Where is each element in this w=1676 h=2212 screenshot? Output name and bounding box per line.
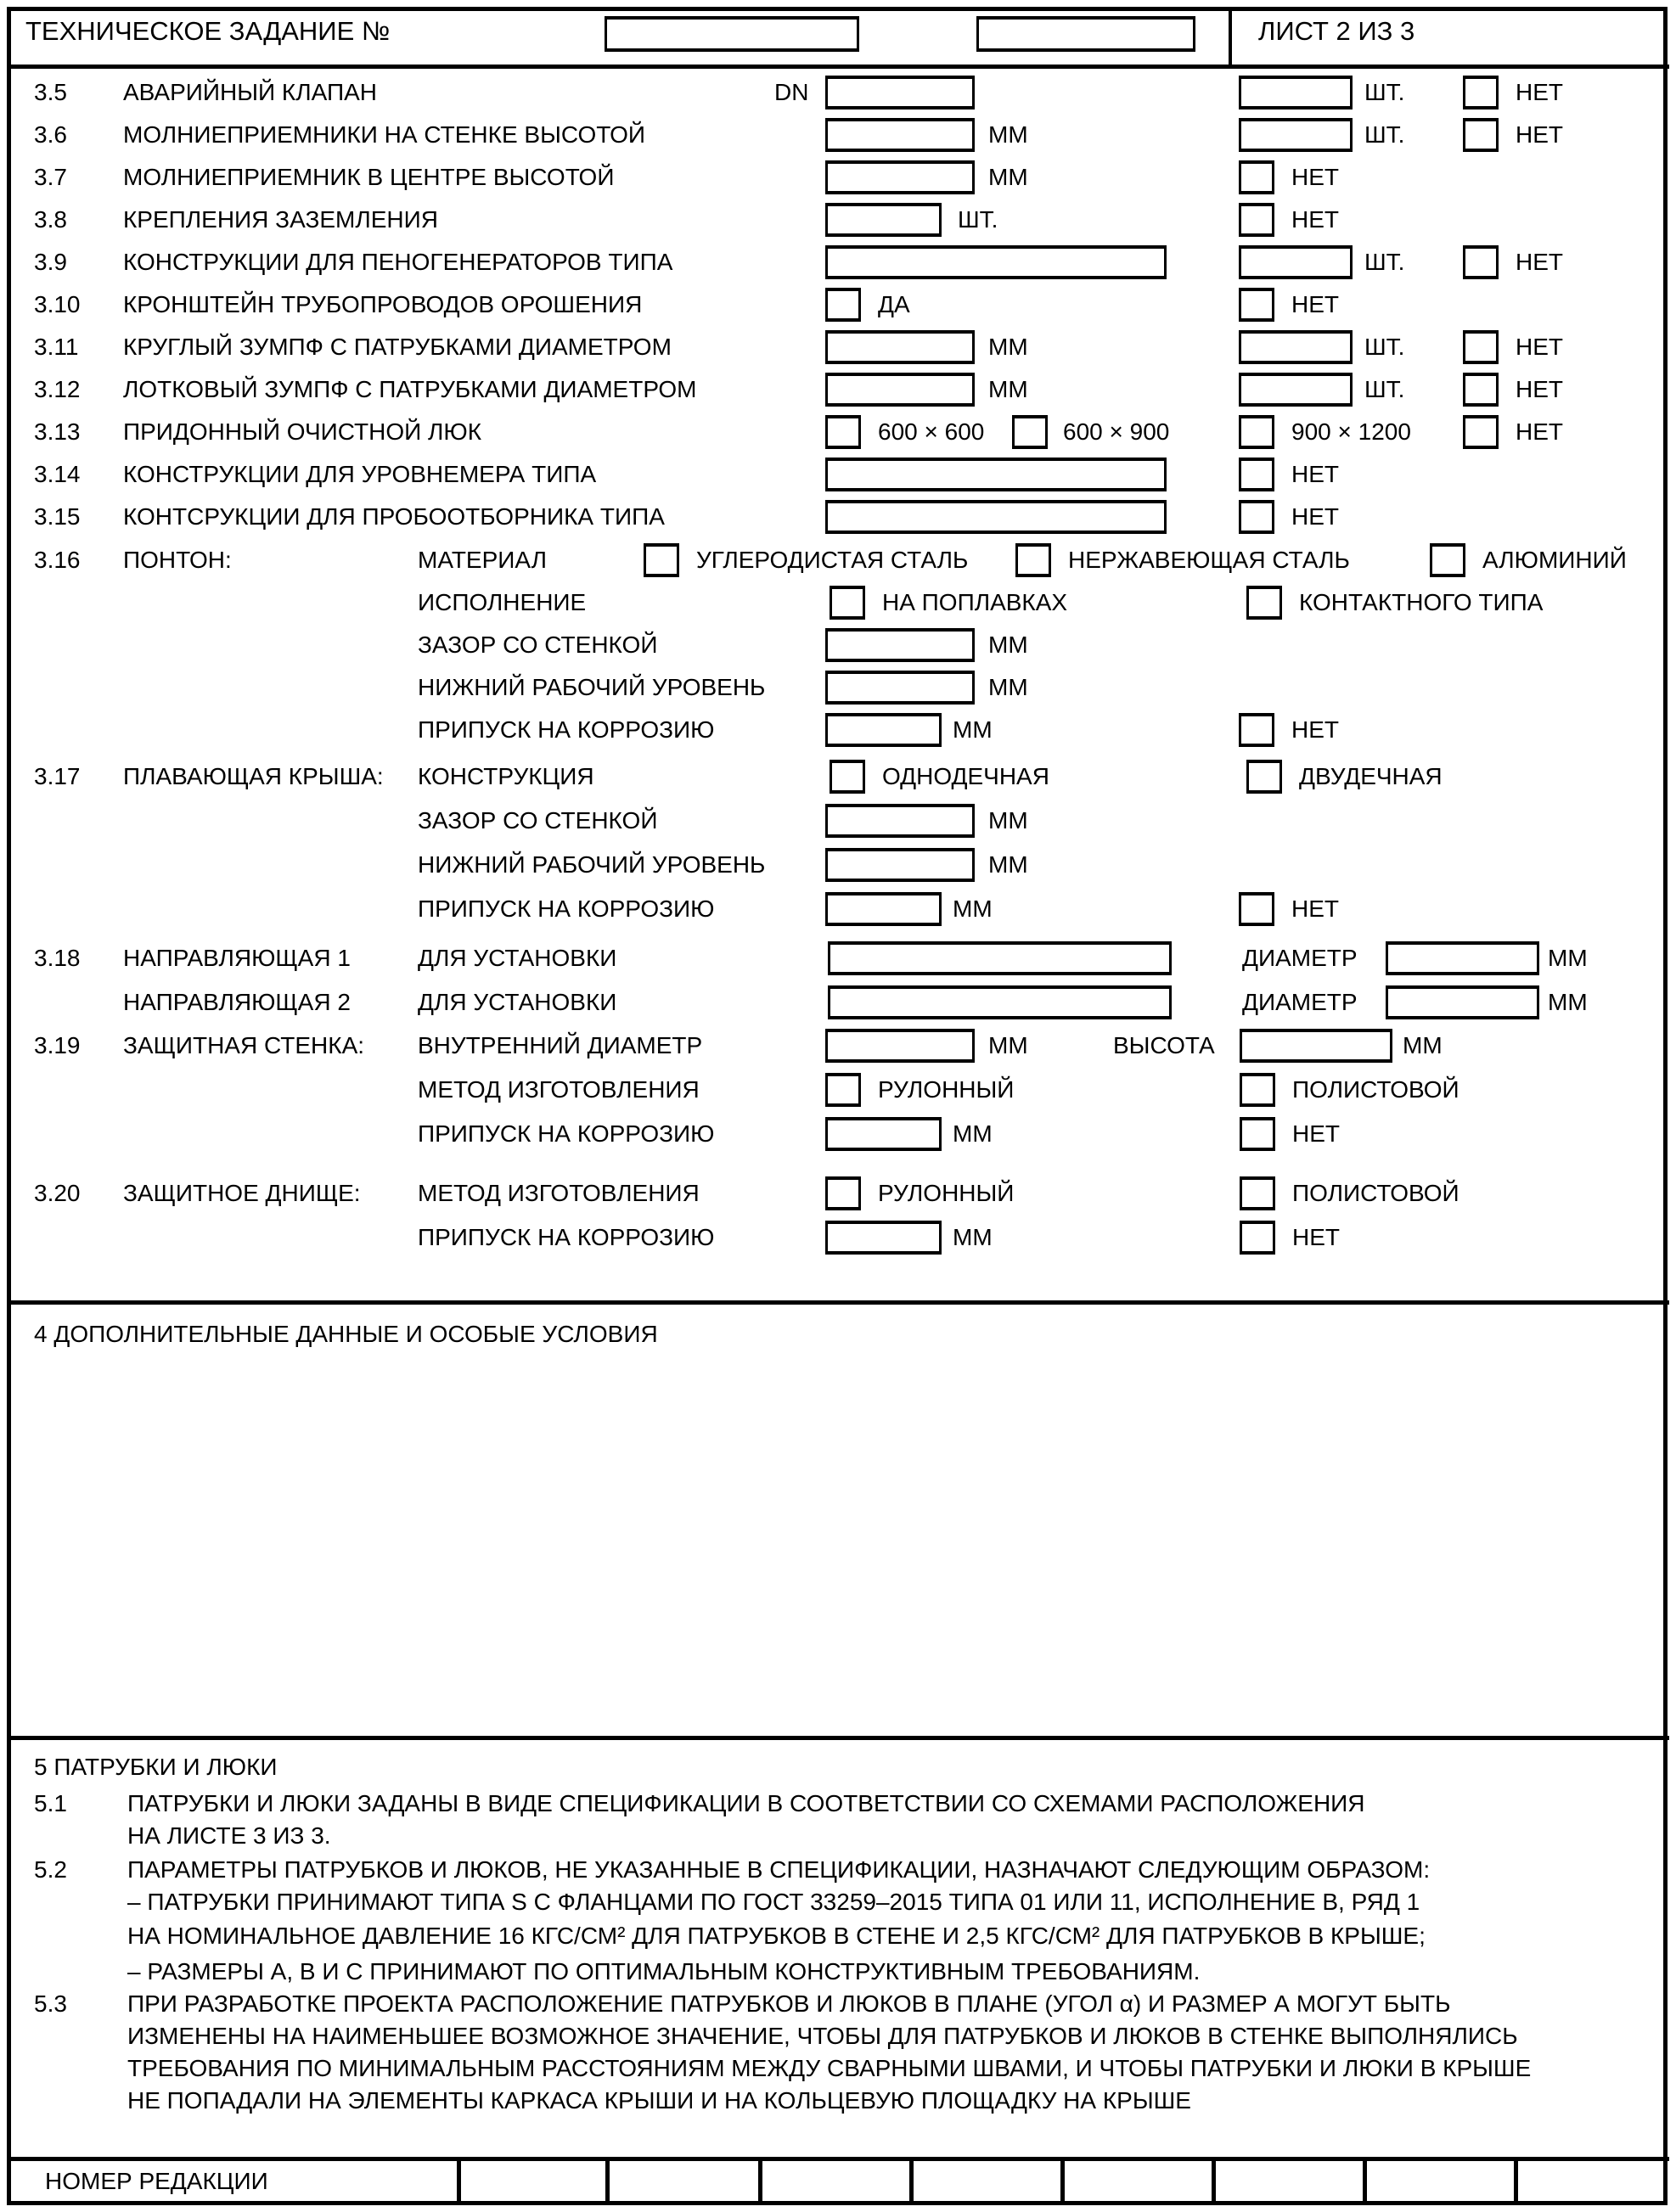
row-number: 3.13	[34, 418, 81, 445]
row-number: 3.18	[34, 945, 81, 971]
r311-qty-input[interactable]	[1239, 330, 1353, 364]
row-number: 3.19	[34, 1032, 81, 1058]
r316-execution-floats-checkbox[interactable]	[830, 586, 865, 620]
r39-no-checkbox[interactable]	[1463, 245, 1499, 279]
method-option-label: ПОЛИСТОВОЙ	[1292, 1180, 1459, 1206]
revision-cell-5[interactable]	[1060, 2161, 1212, 2201]
r312-diameter-input[interactable]	[825, 373, 975, 407]
r319-corrosion-input[interactable]	[825, 1117, 942, 1151]
form-title: ТЕХНИЧЕСКОЕ ЗАДАНИЕ №	[25, 16, 391, 46]
gap-label: ЗАЗОР СО СТЕНКОЙ	[418, 807, 658, 834]
no-label: НЕТ	[1516, 334, 1563, 360]
no-label: НЕТ	[1516, 418, 1563, 445]
r312-qty-input[interactable]	[1239, 373, 1353, 407]
diameter-label: ДИАМЕТР	[1242, 945, 1358, 971]
row-number: 3.17	[34, 763, 81, 789]
construction-option-label: ДВУДЕЧНАЯ	[1299, 763, 1443, 789]
r314-type-input[interactable]	[825, 458, 1167, 491]
yes-label: ДА	[878, 291, 910, 317]
mm-unit-label: ММ	[988, 851, 1028, 878]
method-option-label: РУЛОННЫЙ	[878, 1076, 1015, 1103]
no-label: НЕТ	[1291, 716, 1339, 743]
r37-height-input[interactable]	[825, 160, 975, 194]
section4-divider	[7, 1300, 1669, 1305]
guide2-label: НАПРАВЛЯЮЩАЯ 2	[123, 989, 351, 1015]
r320-corrosion-input[interactable]	[825, 1221, 942, 1255]
mm-unit-label: ММ	[988, 1032, 1028, 1058]
section4-notes-area[interactable]	[11, 1358, 1665, 1732]
row-label: КРОНШТЕЙН ТРУБОПРОВОДОВ ОРОШЕНИЯ	[123, 291, 643, 317]
r319-inner-diameter-input[interactable]	[825, 1029, 975, 1063]
size3-label: 900 × 1200	[1291, 418, 1411, 445]
r320-corrosion-no-checkbox[interactable]	[1240, 1221, 1275, 1255]
item-5-1-line: ПАТРУБКИ И ЛЮКИ ЗАДАНЫ В ВИДЕ СПЕЦИФИКАЦИИ В СООТВЕТСТВИИ СО СХЕМАМИ РАСПОЛОЖЕНИЯ	[127, 1790, 1365, 1816]
mm-unit-label: ММ	[988, 376, 1028, 402]
row-label: ЗАЩИТНОЕ ДНИЩЕ:	[123, 1180, 361, 1206]
header-bottom-line	[7, 65, 1669, 69]
r316-gap-input[interactable]	[825, 628, 975, 662]
mm-unit-label: ММ	[988, 121, 1028, 148]
row-label: КОНТСРУКЦИИ ДЛЯ ПРОБООТБОРНИКА ТИПА	[123, 503, 665, 530]
mm-unit-label: ММ	[1403, 1032, 1443, 1058]
item-5-2-line: – РАЗМЕРЫ А, В И С ПРИНИМАЮТ ПО ОПТИМАЛЬНЫМ КОНСТРУКТИВНЫМ ТРЕБОВАНИЯМ.	[127, 1958, 1201, 1985]
row-label: ПРИДОННЫЙ ОЧИСТНОЙ ЛЮК	[123, 418, 482, 445]
mm-unit-label: ММ	[953, 1224, 993, 1250]
sheet-number-label: ЛИСТ 2 ИЗ 3	[1258, 16, 1415, 46]
item-5-3-line: НЕ ПОПАДАЛИ НА ЭЛЕМЕНТЫ КАРКАСА КРЫШИ И НА КОЛЬЦЕВУЮ ПЛОЩАДКУ НА КРЫШЕ	[127, 2087, 1191, 2114]
r38-qty-input[interactable]	[825, 203, 942, 237]
size1-label: 600 × 600	[878, 418, 985, 445]
r310-yes-checkbox[interactable]	[825, 288, 861, 322]
row-3-18-guide1	[0, 941, 1676, 975]
row-3-17-gap	[0, 804, 1676, 838]
mm-unit-label: ММ	[953, 895, 993, 922]
mm-unit-label: ММ	[988, 674, 1028, 700]
row-3-16-level	[0, 671, 1676, 705]
corrosion-label: ПРИПУСК НА КОРРОЗИЮ	[418, 1120, 715, 1147]
corrosion-label: ПРИПУСК НА КОРРОЗИЮ	[418, 1224, 715, 1250]
material-label: МАТЕРИАЛ	[418, 547, 548, 573]
dn-label: DN	[774, 79, 809, 105]
row-number: 3.10	[34, 291, 81, 317]
item-5-1-number: 5.1	[34, 1790, 67, 1816]
level-label: НИЖНИЙ РАБОЧИЙ УРОВЕНЬ	[418, 851, 766, 878]
no-label: НЕТ	[1516, 249, 1563, 275]
row-3-20-corrosion	[0, 1221, 1676, 1255]
item-5-3-line: ТРЕБОВАНИЯ ПО МИНИМАЛЬНЫМ РАССТОЯНИЯМ МЕЖДУ СВАРНЫМИ ШВАМИ, И ЧТОБЫ ПАТРУБКИ И ЛЮКИ В КРЫШЕ	[127, 2055, 1532, 2081]
row-label: КРУГЛЫЙ ЗУМПФ С ПАТРУБКАМИ ДИАМЕТРОМ	[123, 334, 672, 360]
r312-no-checkbox[interactable]	[1463, 373, 1499, 407]
item-5-2-line: – ПАТРУБКИ ПРИНИМАЮТ ТИПА S С ФЛАНЦАМИ ПО ГОСТ 33259–2015 ТИПА 01 ИЛИ 11, ИСПОЛНЕНИЕ В, РЯД 1	[127, 1889, 1420, 1915]
no-label: НЕТ	[1291, 206, 1339, 233]
tz-number-input-1[interactable]	[605, 16, 859, 52]
no-label: НЕТ	[1516, 79, 1563, 105]
r319-height-input[interactable]	[1240, 1029, 1392, 1063]
r311-no-checkbox[interactable]	[1463, 330, 1499, 364]
row-label: ПЛАВАЮЩАЯ КРЫША:	[123, 763, 384, 789]
revision-cell-1[interactable]	[457, 2161, 605, 2201]
r311-diameter-input[interactable]	[825, 330, 975, 364]
item-5-2-line: НА НОМИНАЛЬНОЕ ДАВЛЕНИЕ 16 КГС/СМ² ДЛЯ ПАТРУБКОВ В СТЕНЕ И 2,5 КГС/СМ² ДЛЯ ПАТРУБКОВ В КРЫШЕ;	[127, 1923, 1426, 1949]
revision-number-label: НОМЕР РЕДАКЦИИ	[45, 2168, 268, 2194]
row-number: 3.7	[34, 164, 67, 190]
row-label: КРЕПЛЕНИЯ ЗАЗЕМЛЕНИЯ	[123, 206, 438, 233]
row-3-16-corrosion	[0, 713, 1676, 747]
corrosion-label: ПРИПУСК НА КОРРОЗИЮ	[418, 895, 715, 922]
no-label: НЕТ	[1516, 376, 1563, 402]
mm-unit-label: ММ	[953, 716, 993, 743]
r317-single-deck-checkbox[interactable]	[830, 760, 865, 794]
row-3-20-method	[0, 1176, 1676, 1210]
row-number: 3.20	[34, 1180, 81, 1206]
mm-unit-label: ММ	[1548, 945, 1588, 971]
mm-unit-label: ММ	[988, 632, 1028, 658]
pcs-unit-label: ШТ.	[958, 206, 998, 233]
section5-divider	[7, 1736, 1669, 1740]
tz-number-input-2[interactable]	[976, 16, 1195, 52]
row-3-7	[0, 160, 1676, 194]
pcs-unit-label: ШТ.	[1364, 249, 1405, 275]
mm-unit-label: ММ	[1548, 989, 1588, 1015]
row-3-8	[0, 203, 1676, 237]
r313-size2-checkbox[interactable]	[1012, 415, 1048, 449]
row-number: 3.15	[34, 503, 81, 530]
diameter-label: ДИАМЕТР	[1242, 989, 1358, 1015]
height-label: ВЫСОТА	[1113, 1032, 1215, 1058]
r320-method-sheet-checkbox[interactable]	[1240, 1176, 1275, 1210]
r313-no-checkbox[interactable]	[1463, 415, 1499, 449]
r316-execution-contact-checkbox[interactable]	[1246, 586, 1282, 620]
row-3-18-guide2	[0, 985, 1676, 1019]
revision-cell-2[interactable]	[605, 2161, 758, 2201]
r316-material-stainless-checkbox[interactable]	[1015, 543, 1051, 577]
header-divider	[1229, 8, 1232, 66]
row-label: АВАРИЙНЫЙ КЛАПАН	[123, 79, 378, 105]
revision-cell-8[interactable]	[1514, 2161, 1663, 2201]
method-option-label: РУЛОННЫЙ	[878, 1180, 1015, 1206]
row-label: МОЛНИЕПРИЕМНИКИ НА СТЕНКЕ ВЫСОТОЙ	[123, 121, 646, 148]
item-5-1-line: НА ЛИСТЕ 3 ИЗ 3.	[127, 1822, 331, 1849]
no-label: НЕТ	[1291, 291, 1339, 317]
mm-unit-label: ММ	[988, 334, 1028, 360]
r316-material-aluminium-checkbox[interactable]	[1430, 543, 1465, 577]
material-option-label: УГЛЕРОДИСТАЯ СТАЛЬ	[696, 547, 969, 573]
r318-guide1-install-input[interactable]	[828, 941, 1172, 975]
row-3-19-corrosion	[0, 1117, 1676, 1151]
r318-guide1-diameter-input[interactable]	[1386, 941, 1539, 975]
row-number: 3.11	[34, 334, 79, 360]
item-5-2-number: 5.2	[34, 1856, 67, 1883]
r314-no-checkbox[interactable]	[1239, 458, 1274, 491]
row-number: 3.12	[34, 376, 81, 402]
execution-option-label: НА ПОПЛАВКАХ	[882, 589, 1068, 615]
for-installation-label: ДЛЯ УСТАНОВКИ	[418, 989, 617, 1015]
r35-dn-input[interactable]	[825, 76, 975, 109]
section4-title: 4 ДОПОЛНИТЕЛЬНЫЕ ДАННЫЕ И ОСОБЫЕ УСЛОВИЯ	[34, 1321, 658, 1347]
r313-size1-checkbox[interactable]	[825, 415, 861, 449]
row-label: ЗАЩИТНАЯ СТЕНКА:	[123, 1032, 365, 1058]
revision-cell-4[interactable]	[909, 2161, 1060, 2201]
row-label: ПОНТОН:	[123, 547, 232, 573]
no-label: НЕТ	[1292, 1224, 1340, 1250]
row-label: МОЛНИЕПРИЕМНИК В ЦЕНТРЕ ВЫСОТОЙ	[123, 164, 615, 190]
inner-diameter-label: ВНУТРЕННИЙ ДИАМЕТР	[418, 1032, 703, 1058]
section5-title: 5 ПАТРУБКИ И ЛЮКИ	[34, 1754, 278, 1780]
row-3-17-corrosion	[0, 892, 1676, 926]
item-5-3-number: 5.3	[34, 1990, 67, 2017]
item-5-3-line: ПРИ РАЗРАБОТКЕ ПРОЕКТА РАСПОЛОЖЕНИЕ ПАТРУБКОВ И ЛЮКОВ В ПЛАНЕ (УГОЛ α) И РАЗМЕР А МОГУТ БЫТЬ	[127, 1990, 1451, 2017]
row-label: ЛОТКОВЫЙ ЗУМПФ С ПАТРУБКАМИ ДИАМЕТРОМ	[123, 376, 697, 402]
row-number: 3.8	[34, 206, 67, 233]
method-label: МЕТОД ИЗГОТОВЛЕНИЯ	[418, 1076, 700, 1103]
row-3-19-method	[0, 1073, 1676, 1107]
item-5-2-line: ПАРАМЕТРЫ ПАТРУБКОВ И ЛЮКОВ, НЕ УКАЗАННЫЕ В СПЕЦИФИКАЦИИ, НАЗНАЧАЮТ СЛЕДУЮЩИМ ОБРАЗОМ:	[127, 1856, 1431, 1883]
r37-no-checkbox[interactable]	[1239, 160, 1274, 194]
row-3-19-diameter	[0, 1029, 1676, 1063]
construction-option-label: ОДНОДЕЧНАЯ	[882, 763, 1049, 789]
no-label: НЕТ	[1516, 121, 1563, 148]
row-3-15	[0, 500, 1676, 534]
r317-gap-input[interactable]	[825, 804, 975, 838]
no-label: НЕТ	[1291, 503, 1339, 530]
construction-label: КОНСТРУКЦИЯ	[418, 763, 594, 789]
execution-label: ИСПОЛНЕНИЕ	[418, 589, 587, 615]
r315-no-checkbox[interactable]	[1239, 500, 1274, 534]
r316-level-input[interactable]	[825, 671, 975, 705]
item-5-3-line: ИЗМЕНЕНЫ НА НАИМЕНЬШЕЕ ВОЗМОЖНОЕ ЗНАЧЕНИЕ, ЧТОБЫ ДЛЯ ПАТРУБКОВ И ЛЮКОВ В СТЕНКЕ ВЫПОЛНЯЛИСЬ	[127, 2023, 1518, 2049]
row-3-12	[0, 373, 1676, 407]
row-3-16-execution	[0, 586, 1676, 620]
guide1-label: НАПРАВЛЯЮЩАЯ 1	[123, 945, 351, 971]
r317-level-input[interactable]	[825, 848, 975, 882]
no-label: НЕТ	[1291, 895, 1339, 922]
material-option-label: НЕРЖАВЕЮЩАЯ СТАЛЬ	[1068, 547, 1350, 573]
revision-cell-3[interactable]	[758, 2161, 909, 2201]
pcs-unit-label: ШТ.	[1364, 376, 1405, 402]
no-label: НЕТ	[1291, 461, 1339, 487]
r317-corrosion-input[interactable]	[825, 892, 942, 926]
material-option-label: АЛЮМИНИЙ	[1482, 547, 1627, 573]
r36-qty-input[interactable]	[1239, 118, 1353, 152]
row-3-10	[0, 288, 1676, 322]
row-number: 3.14	[34, 461, 81, 487]
row-3-14	[0, 458, 1676, 491]
r39-type-input[interactable]	[825, 245, 1167, 279]
row-3-11	[0, 330, 1676, 364]
row-3-16-material	[0, 543, 1676, 577]
row-number: 3.5	[34, 79, 67, 105]
r35-no-checkbox[interactable]	[1463, 76, 1499, 109]
row-3-9	[0, 245, 1676, 279]
method-option-label: ПОЛИСТОВОЙ	[1292, 1076, 1459, 1103]
revision-cell-7[interactable]	[1363, 2161, 1514, 2201]
r310-no-checkbox[interactable]	[1239, 288, 1274, 322]
corrosion-label: ПРИПУСК НА КОРРОЗИЮ	[418, 716, 715, 743]
r316-material-carbon-checkbox[interactable]	[644, 543, 679, 577]
row-3-6	[0, 118, 1676, 152]
row-label: КОНСТРУКЦИИ ДЛЯ УРОВНЕМЕРА ТИПА	[123, 461, 597, 487]
size2-label: 600 × 900	[1063, 418, 1170, 445]
row-3-16-gap	[0, 628, 1676, 662]
row-number: 3.16	[34, 547, 81, 573]
r315-type-input[interactable]	[825, 500, 1167, 534]
mm-unit-label: ММ	[988, 807, 1028, 834]
r318-guide2-install-input[interactable]	[828, 985, 1172, 1019]
r35-qty-input[interactable]	[1239, 76, 1353, 109]
r36-height-input[interactable]	[825, 118, 975, 152]
r313-size3-checkbox[interactable]	[1239, 415, 1274, 449]
pcs-unit-label: ШТ.	[1364, 79, 1405, 105]
row-3-17-level	[0, 848, 1676, 882]
row-3-17-construction	[0, 760, 1676, 794]
row-number: 3.9	[34, 249, 67, 275]
mm-unit-label: ММ	[953, 1120, 993, 1147]
row-3-5	[0, 76, 1676, 109]
no-label: НЕТ	[1291, 164, 1339, 190]
revision-cell-6[interactable]	[1212, 2161, 1363, 2201]
mm-unit-label: ММ	[988, 164, 1028, 190]
r319-method-sheet-checkbox[interactable]	[1240, 1073, 1275, 1107]
method-label: МЕТОД ИЗГОТОВЛЕНИЯ	[418, 1180, 700, 1206]
row-label: КОНСТРУКЦИИ ДЛЯ ПЕНОГЕНЕРАТОРОВ ТИПА	[123, 249, 673, 275]
r319-method-rolled-checkbox[interactable]	[825, 1073, 861, 1107]
r39-qty-input[interactable]	[1239, 245, 1353, 279]
pcs-unit-label: ШТ.	[1364, 334, 1405, 360]
r317-corrosion-no-checkbox[interactable]	[1239, 892, 1274, 926]
r317-double-deck-checkbox[interactable]	[1246, 760, 1282, 794]
level-label: НИЖНИЙ РАБОЧИЙ УРОВЕНЬ	[418, 674, 766, 700]
row-number: 3.6	[34, 121, 67, 148]
r38-no-checkbox[interactable]	[1239, 203, 1274, 237]
r316-corrosion-input[interactable]	[825, 713, 942, 747]
r320-method-rolled-checkbox[interactable]	[825, 1176, 861, 1210]
r318-guide2-diameter-input[interactable]	[1386, 985, 1539, 1019]
r319-corrosion-no-checkbox[interactable]	[1240, 1117, 1275, 1151]
pcs-unit-label: ШТ.	[1364, 121, 1405, 148]
no-label: НЕТ	[1292, 1120, 1340, 1147]
row-3-13	[0, 415, 1676, 449]
for-installation-label: ДЛЯ УСТАНОВКИ	[418, 945, 617, 971]
r316-corrosion-no-checkbox[interactable]	[1239, 713, 1274, 747]
r36-no-checkbox[interactable]	[1463, 118, 1499, 152]
execution-option-label: КОНТАКТНОГО ТИПА	[1299, 589, 1544, 615]
gap-label: ЗАЗОР СО СТЕНКОЙ	[418, 632, 658, 658]
